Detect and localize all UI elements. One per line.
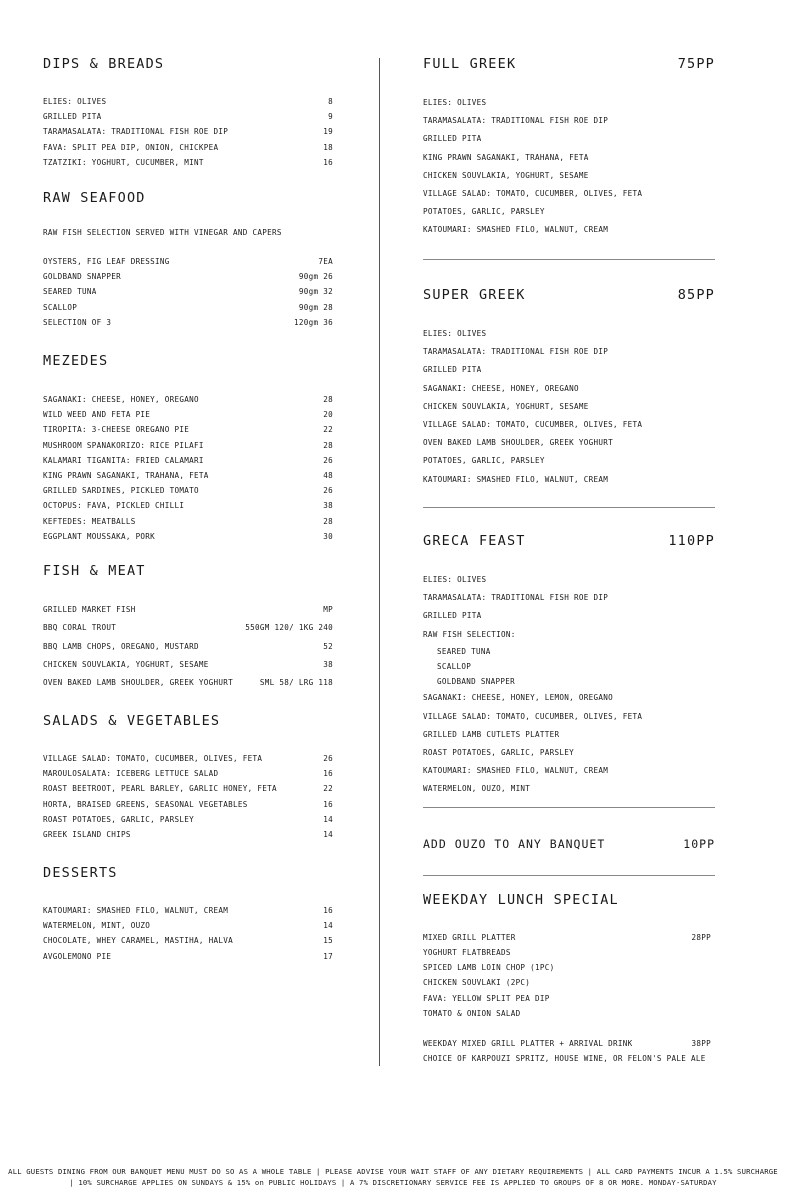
menu-item [43,933,333,948]
menu-item [43,638,333,656]
menu-item [43,315,333,330]
banquet-price: 110PP [668,533,715,549]
item-name: OCTOPUS: FAVA, PICKLED CHILLI [43,501,185,511]
section-title: SALADS & VEGETABLES [43,713,221,729]
item-price: 28 [323,395,333,404]
item-price: 52 [323,641,333,651]
item-price: 28PP [691,933,711,942]
item-price: 8 [328,97,333,106]
item-price: 90gm 28 [298,302,333,312]
item-name: MAROULOSALATA: ICEBERG LETTUCE SALAD [43,769,219,779]
menu-item [43,124,333,139]
item-name: OVEN BAKED LAMB SHOULDER, GREEK YOGHURT [43,678,234,688]
menu-item: ELIES: OLIVES [423,98,487,107]
menu-item [43,254,333,269]
ouzo-row [423,836,715,852]
section-title: DIPS & BREADS [43,56,165,72]
section-title: MEZEDES [43,353,109,369]
menu-item: GRILLED LAMB CUTLETS PLATTER [423,729,560,739]
item-name: GRILLED PITA [43,112,102,122]
banquet-title-row [423,533,715,549]
item-price: 14 [323,830,333,840]
item-price: 120gm 36 [294,317,333,327]
item-list [423,94,715,240]
item-price: 22 [323,425,333,435]
item-price: 14 [323,921,333,931]
separator [423,875,715,876]
menu-item [43,438,333,453]
menu-item [43,422,333,437]
menu-item [43,529,333,544]
menu-item: RAW FISH SELECTION: [423,629,516,639]
item-price: 26 [323,455,333,465]
menu-item: CHICKEN SOUVLAKIA, YOGHURT, SESAME [423,170,589,180]
section-title: DESSERTS [43,865,118,881]
menu-item: SAGANAKI: CHEESE, HONEY, LEMON, OREGANO [423,693,614,703]
menu-item: KATOUMARI: SMASHED FILO, WALNUT, CREAM [423,225,609,235]
item-name: WEEKDAY MIXED GRILL PLATTER + ARRIVAL DRINK [423,1039,633,1049]
item-price: 550GM 120/ 1KG 240 [245,623,333,633]
item-price: 26 [323,754,333,763]
menu-item: GRILLED PITA [423,365,482,375]
menu-item: POTATOES, GARLIC, PARSLEY [423,456,545,466]
item-price: SML 58/ LRG 118 [259,678,333,688]
item-price: 22 [323,784,333,794]
item-list [43,254,333,330]
item-name: WILD WEED AND FETA PIE [43,410,151,420]
ouzo-title: ADD OUZO TO ANY BANQUET [423,837,606,851]
menu-item: GRILLED PITA [423,134,482,144]
menu-item: FAVA: YELLOW SPLIT PEA DIP [423,993,550,1003]
menu-item [43,155,333,170]
item-list [423,571,715,644]
item-price: 28 [323,440,333,450]
banquet-title: SUPER GREEK [423,287,526,303]
item-name: FAVA: SPLIT PEA DIP, ONION, CHICKPEA [43,142,219,152]
item-name: TIROPITA: 3-CHEESE OREGANO PIE [43,425,190,435]
item-price: 90gm 26 [298,272,333,282]
section-mezedes [43,353,333,544]
lunch-platter-row [423,930,715,945]
lunch-drink-note: CHOICE OF KARPOUZI SPRITZ, HOUSE WINE, OR FELON'S PALE ALE [423,1054,706,1064]
item-name: CHICKEN SOUVLAKIA, YOGHURT, SESAME [43,659,209,669]
item-list [423,945,715,1021]
menu-item: TARAMASALATA: TRADITIONAL FISH ROE DIP [423,347,609,357]
menu-item: VILLAGE SALAD: TOMATO, CUCUMBER, OLIVES, FETA [423,420,643,430]
ouzo-price: 10PP [683,837,715,851]
separator [423,807,715,808]
menu-item: SEARED TUNA [437,646,491,656]
menu-item [43,483,333,498]
item-name: TZATZIKI: YOGHURT, CUCUMBER, MINT [43,157,204,167]
item-price: 16 [323,906,333,915]
item-name: ROAST BEETROOT, PEARL BARLEY, GARLIC HONEY, FETA [43,784,277,794]
column-divider [379,58,380,1066]
menu-item: ELIES: OLIVES [423,575,487,584]
menu-item [43,407,333,422]
menu-item [43,109,333,124]
footer [0,1166,786,1188]
section-salads [43,713,333,842]
menu-item: TARAMASALATA: TRADITIONAL FISH ROE DIP [423,116,609,126]
item-name: BBQ CORAL TROUT [43,623,117,633]
banquet-price: 85PP [677,287,715,303]
item-name: WATERMELON, MINT, OUZO [43,921,151,931]
item-name: GREEK ISLAND CHIPS [43,830,131,840]
item-price: 20 [323,410,333,420]
menu-item [43,514,333,529]
menu-item: POTATOES, GARLIC, PARSLEY [423,207,545,217]
menu-item: GRILLED PITA [423,611,482,621]
menu-item [43,949,333,964]
menu-item: KATOUMARI: SMASHED FILO, WALNUT, CREAM [423,474,609,484]
menu-item: CHICKEN SOUVLAKIA, YOGHURT, SESAME [423,401,589,411]
item-name: KEFTEDES: MEATBALLS [43,516,136,526]
item-price: 18 [323,142,333,152]
item-price: 17 [323,951,333,961]
section-fish-meat [43,563,333,692]
item-price: 16 [323,157,333,167]
menu-item: VILLAGE SALAD: TOMATO, CUCUMBER, OLIVES, FETA [423,711,643,721]
menu-item: CHICKEN SOUVLAKI (2PC) [423,978,531,988]
item-name: SEARED TUNA [43,287,97,297]
menu-item [43,812,333,827]
menu-item [43,766,333,781]
item-price: 28 [323,516,333,526]
sub-item-list [423,644,715,690]
item-list [43,751,333,842]
menu-item [43,827,333,842]
item-price: 9 [328,112,333,122]
item-name: MIXED GRILL PLATTER [423,933,516,942]
ouzo-addon [423,836,715,852]
item-price: 38 [323,501,333,511]
banquet-greca-feast [423,533,715,799]
section-note: RAW FISH SELECTION SERVED WITH VINEGAR AND CAPERS [43,228,282,237]
menu-item [43,94,333,109]
menu-item [43,453,333,468]
menu-item: WATERMELON, OUZO, MINT [423,784,531,794]
menu-item [43,300,333,315]
item-name: KALAMARI TIGANITA: FRIED CALAMARI [43,455,204,465]
menu-item [43,284,333,299]
item-price: 14 [323,814,333,824]
menu-item: SCALLOP [437,662,472,672]
menu-item: SAGANAKI: CHEESE, HONEY, OREGANO [423,383,579,393]
banquet-price: 75PP [677,56,715,72]
item-list [43,601,333,692]
banquet-title: FULL GREEK [423,56,517,72]
menu-item [43,656,333,674]
section-dips-breads [43,56,333,170]
menu-item [43,903,333,918]
menu-item: TOMATO & ONION SALAD [423,1008,521,1018]
item-price: 26 [323,486,333,496]
item-name: SAGANAKI: CHEESE, HONEY, OREGANO [43,395,199,404]
menu-item [43,468,333,483]
item-name: GRILLED SARDINES, PICKLED TOMATO [43,486,199,496]
section-title: FISH & MEAT [43,563,146,579]
item-name: ELIES: OLIVES [43,97,107,106]
item-price: 15 [323,936,333,946]
lunch-drink-row [423,1036,715,1051]
menu-item [43,619,333,637]
menu-item: YOGHURT FLATBREADS [423,948,511,957]
footer-line: ALL GUESTS DINING FROM OUR BANQUET MENU MUST DO SO AS A WHOLE TABLE | PLEASE ADVISE YOUR WAIT STAFF OF ANY DIETARY REQUIREMENTS | ALL CARD PAYMENTS INCUR A 1.5% SURCHARGE [8,1167,778,1176]
item-name: SELECTION OF 3 [43,317,112,327]
item-list [423,325,715,489]
item-name: HORTA, BRAISED GREENS, SEASONAL VEGETABLES [43,799,248,809]
menu-item: ROAST POTATOES, GARLIC, PARSLEY [423,748,575,758]
menu-item: OVEN BAKED LAMB SHOULDER, GREEK YOGHURT [423,438,614,448]
item-name: GRILLED MARKET FISH [43,605,136,614]
item-name: TARAMASALATA: TRADITIONAL FISH ROE DIP [43,127,229,137]
section-title: RAW SEAFOOD [43,190,146,206]
footer-line: | 10% SURCHARGE APPLIES ON SUNDAYS & 15% on PUBLIC HOLIDAYS | A 7% DISCRETIONARY SERVICE FEE IS APPLIED TO GROUPS OF 8 OR MORE. MONDAY-SATURDAY [69,1178,717,1187]
banquet-title-row [423,56,715,72]
menu-item: TARAMASALATA: TRADITIONAL FISH ROE DIP [423,593,609,603]
item-name: GOLDBAND SNAPPER [43,272,121,282]
menu-item: ELIES: OLIVES [423,329,487,338]
item-price: 90gm 32 [298,287,333,297]
item-name: VILLAGE SALAD: TOMATO, CUCUMBER, OLIVES, FETA [43,754,263,763]
section-raw-seafood [43,190,333,330]
menu-item [43,797,333,812]
item-list [43,392,333,544]
menu-item [43,751,333,766]
lunch-special [423,892,715,1066]
menu-item [43,269,333,284]
item-price: 38PP [691,1039,711,1049]
item-name: EGGPLANT MOUSSAKA, PORK [43,531,156,541]
item-price: MP [323,605,333,614]
menu-item [43,601,333,619]
item-name: KING PRAWN SAGANAKI, TRAHANA, FETA [43,471,209,481]
separator [423,259,715,260]
menu-item [43,781,333,796]
item-price: 38 [323,659,333,669]
section-title: WEEKDAY LUNCH SPECIAL [423,892,619,908]
item-list [43,94,333,170]
item-list [423,689,715,798]
banquet-full-greek [423,56,715,240]
item-name: AVGOLEMONO PIE [43,951,112,961]
menu-item: KING PRAWN SAGANAKI, TRAHANA, FETA [423,152,589,162]
banquet-super-greek [423,287,715,489]
menu-item: GOLDBAND SNAPPER [437,677,515,687]
item-name: BBQ LAMB CHOPS, OREGANO, MUSTARD [43,641,199,651]
menu-item: VILLAGE SALAD: TOMATO, CUCUMBER, OLIVES, FETA [423,189,643,199]
item-price: 16 [323,769,333,779]
menu-item [43,392,333,407]
item-price: 30 [323,531,333,541]
item-name: OYSTERS, FIG LEAF DRESSING [43,257,170,266]
item-list [43,903,333,964]
item-price: 19 [323,127,333,137]
menu-item [43,140,333,155]
separator [423,507,715,508]
menu-item: KATOUMARI: SMASHED FILO, WALNUT, CREAM [423,766,609,776]
item-name: ROAST POTATOES, GARLIC, PARSLEY [43,814,195,824]
item-name: SCALLOP [43,302,78,312]
menu-item: SPICED LAMB LOIN CHOP (1PC) [423,963,555,973]
item-price: 48 [323,471,333,481]
banquet-title-row [423,287,715,303]
menu-item [43,918,333,933]
item-name: CHOCOLATE, WHEY CARAMEL, MASTIHA, HALVA [43,936,234,946]
item-name: MUSHROOM SPANAKORIZO: RICE PILAFI [43,440,204,450]
banquet-title: GRECA FEAST [423,533,526,549]
menu-item [43,674,333,692]
item-price: 16 [323,799,333,809]
item-name: KATOUMARI: SMASHED FILO, WALNUT, CREAM [43,906,229,915]
section-desserts [43,865,333,964]
menu-item [43,498,333,513]
item-price: 7EA [318,257,333,266]
